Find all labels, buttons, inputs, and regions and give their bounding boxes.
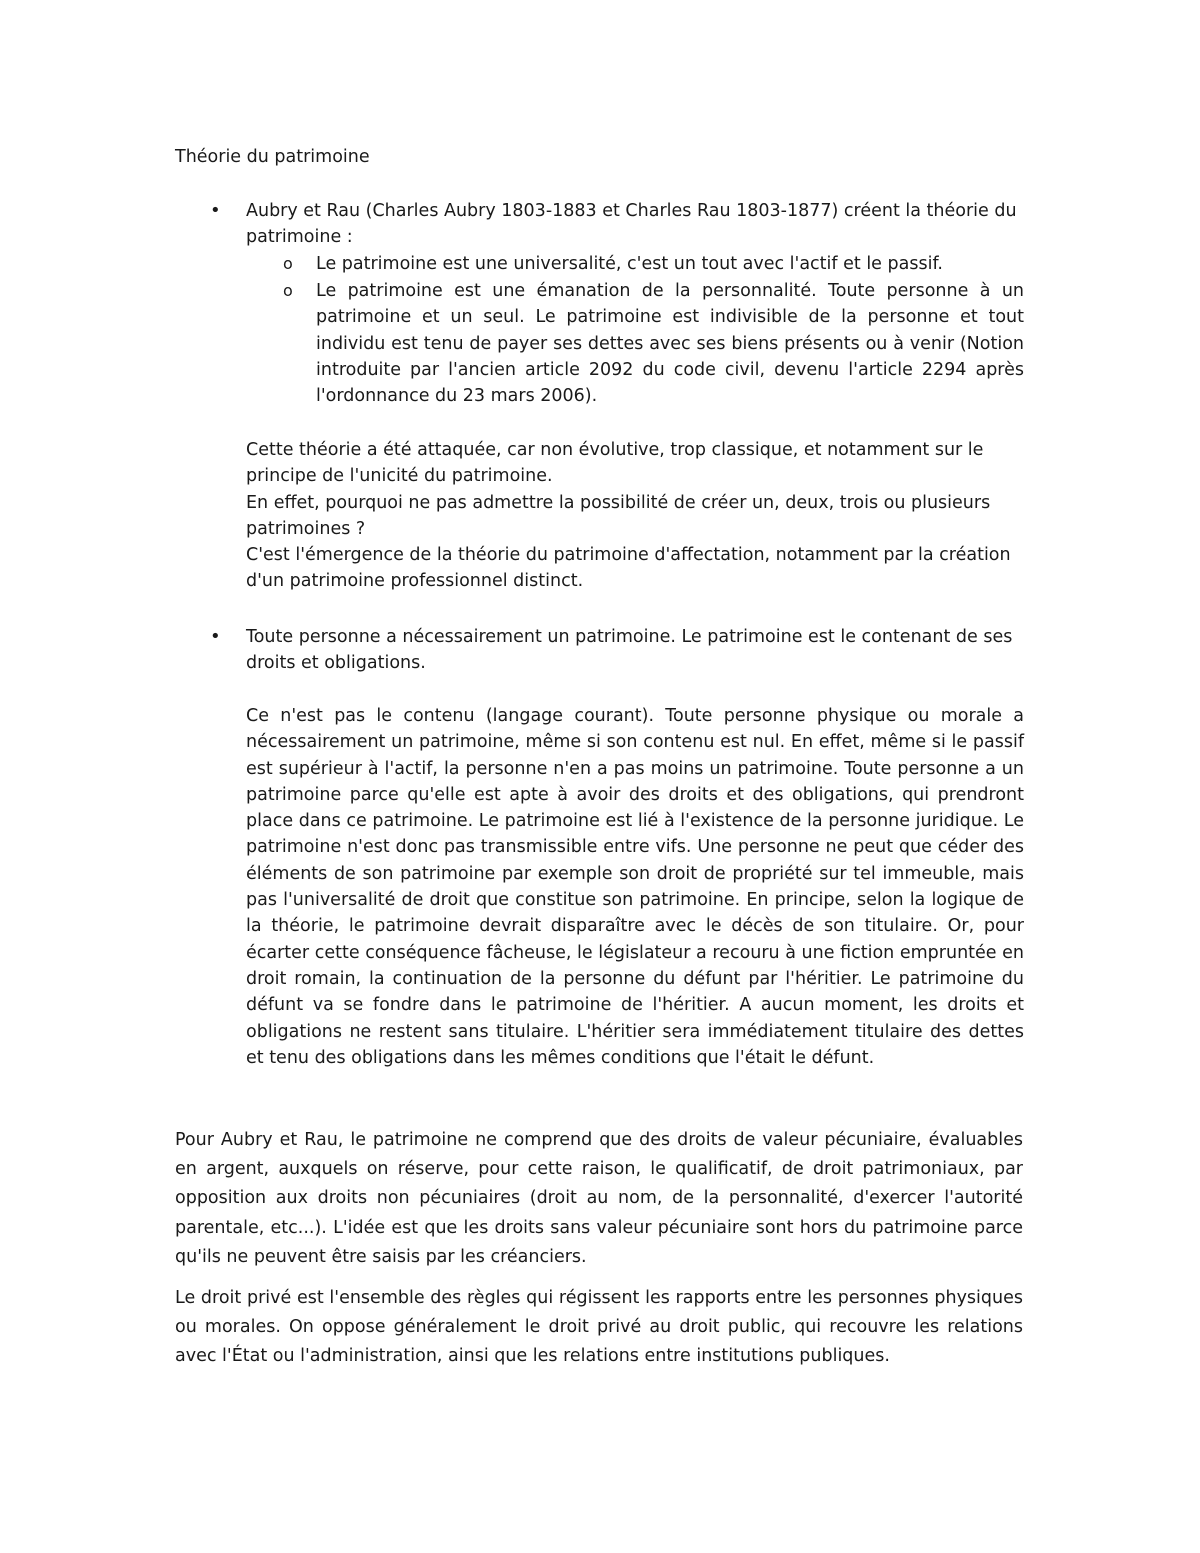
sub-bullet-marker: o [283,254,293,273]
sub-bullet-marker: o [283,281,293,300]
critique-line: Cette théorie a été attaquée, car non évolutive, trop classique, et notamment sur le principe de l'unicité du patrimoine. [246,440,984,487]
bullet-item-aubry-rau: Aubry et Rau (Charles Aubry 1803-1883 et Charles Rau 1803-1877) créent la théorie du patrimoine : [246,201,1017,248]
document-title: Théorie du patrimoine [175,147,370,167]
sub-item-universalite: Le patrimoine est une universalité, c'est un tout avec l'actif et le passif. [316,254,943,274]
bullet-detail-paragraph: Ce n'est pas le contenu (langage courant). Toute personne physique ou morale a nécessairement un patrimoine, même si son contenu est nul. En effet, même si le passif est supérieur à l'actif, la personne n'en a pas moins un patrimoine. Toute personne a un patrimoine parce qu'elle est apte à avoir des droits et des obligations, qui prendront place dans ce patrimoine. Le patrimoine est lié à l'existence de la personne juridique. Le patrimoine n'est donc pas transmissible entre vifs. Une personne ne peut que céder des éléments de son patrimoine par exemple son droit de propriété sur tel immeuble, mais pas l'universalité de droit que constitue son patrimoine. En principe, selon la logique de la théorie, le patrimoine devrait disparaître avec le décès de son titulaire. Or, pour écarter cette conséquence fâcheuse, le législateur a recouru à une fiction empruntée en droit romain, la continuation de la personne du défunt par l'héritier. Le patrimoine du défunt va se fondre dans le patrimoine de l'héritier. A aucun moment, les droits et obligations ne restent sans titulaire. L'héritier sera immédiatement titulaire des dettes et tenu des obligations dans les mêmes conditions que l'était le défunt. [246,706,1024,1068]
sub-item-emanation: Le patrimoine est une émanation de la personnalité. Toute personne à un patrimoine et un seul. Le patrimoine est indivisible de la personne et tout individu est tenu de payer ses dettes avec ses biens présents ou à venir (Notion introduite par l'ancien article 2092 du code civil, devenu l'article 2294 après l'ordonnance du 23 mars 2006). [316,281,1024,407]
bullet-item-toute-personne: Toute personne a nécessairement un patrimoine. Le patrimoine est le contenant de ses droits et obligations. [246,627,1013,674]
paragraph-droit-prive: Le droit privé est l'ensemble des règles qui régissent les rapports entre les personnes physiques ou morales. On oppose généralement le droit privé au droit public, qui recouvre les relations avec l'État ou l'administration, ainsi que les relations entre institutions publiques. [175,1288,1023,1367]
critique-block [246,437,1036,595]
paragraph-droits-pecuniaires: Pour Aubry et Rau, le patrimoine ne comprend que des droits de valeur pécuniaire, évaluables en argent, auxquels on réserve, pour cette raison, le qualificatif, de droit patrimoniaux, par opposition aux droits non pécuniaires (droit au nom, de la personnalité, d'exercer l'autorité parentale, etc...). L'idée est que les droits sans valeur pécuniaire sont hors du patrimoine parce qu'ils ne peuvent être saisis par les créanciers. [175,1130,1023,1267]
bullet-marker: • [210,626,221,647]
bullet-marker: • [210,200,221,221]
critique-line: C'est l'émergence de la théorie du patrimoine d'affectation, notamment par la création d'un patrimoine professionnel distinct. [246,545,1011,592]
critique-line: En effet, pourquoi ne pas admettre la possibilité de créer un, deux, trois ou plusieurs patrimoines ? [246,492,991,539]
